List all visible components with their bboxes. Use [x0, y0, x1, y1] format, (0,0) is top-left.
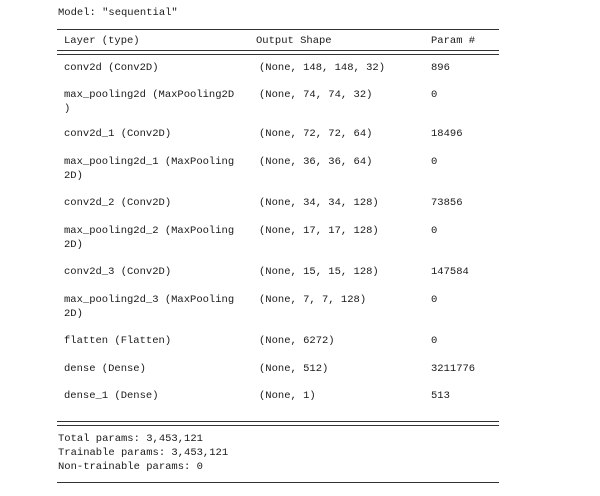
total-params: Total params: 3,453,121: [58, 433, 203, 445]
output-shape: (None, 74, 74, 32): [259, 89, 373, 101]
model-title: Model: "sequential": [58, 7, 178, 19]
layer-name: conv2d_3 (Conv2D): [64, 266, 172, 278]
layer-name: max_pooling2d_3 (MaxPooling 2D): [64, 294, 235, 320]
column-header-param: Param #: [431, 35, 476, 47]
column-header-shape: Output Shape: [256, 35, 332, 47]
param-count: 513: [431, 390, 450, 402]
param-count: 0: [431, 89, 438, 101]
param-count: 0: [431, 294, 438, 306]
layer-name: conv2d_2 (Conv2D): [64, 197, 172, 209]
output-shape: (None, 1): [259, 390, 316, 402]
output-shape: (None, 7, 7, 128): [259, 294, 367, 306]
header-divider: [57, 50, 499, 55]
output-shape: (None, 36, 36, 64): [259, 156, 373, 168]
output-shape: (None, 34, 34, 128): [259, 197, 379, 209]
top-divider: [57, 29, 499, 30]
layer-name: conv2d (Conv2D): [64, 62, 159, 74]
param-count: 147584: [431, 266, 469, 278]
non-trainable-params: Non-trainable params: 0: [58, 461, 203, 473]
param-count: 73856: [431, 197, 463, 209]
trainable-params: Trainable params: 3,453,121: [58, 447, 229, 459]
param-count: 3211776: [431, 363, 476, 375]
bottom-divider: [57, 482, 499, 483]
layer-name: dense (Dense): [64, 363, 146, 375]
output-shape: (None, 72, 72, 64): [259, 128, 373, 140]
layer-name: max_pooling2d_2 (MaxPooling 2D): [64, 225, 235, 251]
layer-name: flatten (Flatten): [64, 335, 172, 347]
column-header-layer: Layer (type): [64, 35, 140, 47]
params-summary: [58, 432, 228, 474]
param-count: 18496: [431, 128, 463, 140]
output-shape: (None, 512): [259, 363, 329, 375]
output-shape: (None, 148, 148, 32): [259, 62, 386, 74]
output-shape: (None, 15, 15, 128): [259, 266, 379, 278]
param-count: 0: [431, 335, 438, 347]
output-shape: (None, 17, 17, 128): [259, 225, 379, 237]
param-count: 896: [431, 62, 450, 74]
param-count: 0: [431, 156, 438, 168]
table-header: [0, 34, 600, 48]
output-shape: (None, 6272): [259, 335, 335, 347]
layer-name: max_pooling2d_1 (MaxPooling 2D): [64, 156, 235, 182]
layer-name: dense_1 (Dense): [64, 390, 159, 402]
layer-name: conv2d_1 (Conv2D): [64, 128, 172, 140]
body-end-divider: [57, 421, 499, 426]
param-count: 0: [431, 225, 438, 237]
layer-name: max_pooling2d (MaxPooling2D ): [64, 89, 235, 115]
